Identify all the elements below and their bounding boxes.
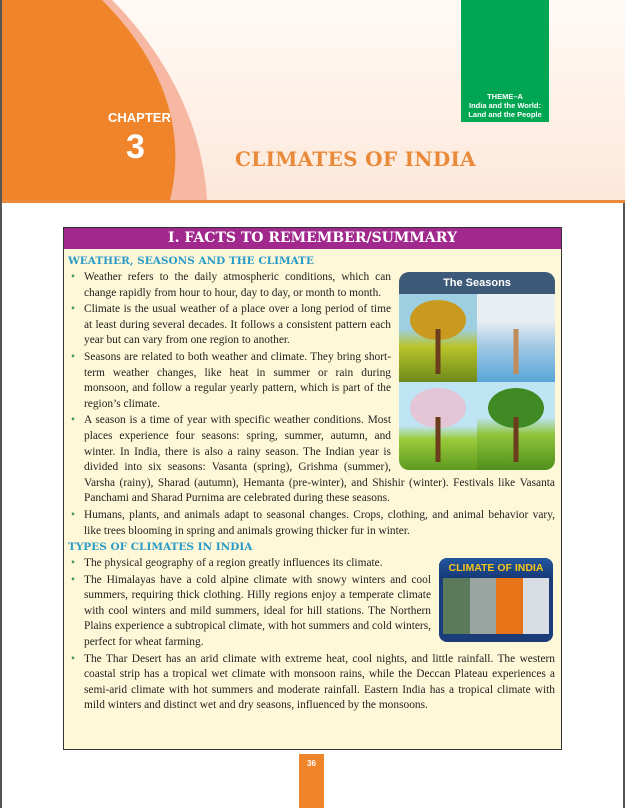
header-divider: [2, 200, 625, 203]
list-item: • A season is a time of year with specific weather conditions. Most places experience four seasons: spring, summer, autumn, and winter. In India, there is also a rainy season. The Indian year is divided into six seasons: Vasanta (spring), Grishma (summer), Varsha (rainy), Sharad (autumn), Hemanta (pre-winter), and Shishir (winter). Festivals like Vasanta Panchami and Sharad Purnima are celebrated during these seasons.: [68, 413, 555, 507]
list-item: • The Himalayas have a cold alpine climate with snowy winters and cool summers, requiring thick clothing. Hilly regions enjoy a temperate climate with cool winters and mild summers, ideal for hill stations. The Northern Plains experience a subtropical climate, with hot summers and cold winters, perfect for wheat farming.: [68, 573, 555, 651]
chapter-title: CLIMATES OF INDIA: [235, 147, 476, 171]
theme-line: THEME–A: [487, 92, 523, 101]
list-item: • Climate is the usual weather of a place over a long period of time at least during several decades. It follows a consistent pattern each year but can vary from one region to another.: [68, 302, 555, 349]
section-title: WEATHER, SEASONS AND THE CLIMATE: [68, 255, 315, 267]
list-item: • Weather refers to the daily atmospheric conditions, which can change rapidly from hour to hour, day to day, or month to month.: [68, 270, 555, 301]
list-item: • The Thar Desert has an arid climate with extreme heat, cool nights, and little rainfall. The western coastal strip has a tropical wet climate with monsoon rains, while the Deccan Plateau experiences a semi-arid climate with hot summers and moderate rainfall. Eastern India has a tropical climate with mild winters and distinct wet and dry seasons, influenced by the monsoons.: [68, 652, 555, 714]
list-item: • The physical geography of a region greatly influences its climate.: [68, 556, 555, 572]
chapter-label: CHAPTER: [108, 110, 171, 125]
summary-heading: I. FACTS TO REMEMBER/SUMMARY: [64, 228, 561, 249]
summary-box: [63, 227, 562, 750]
page-number: 36: [299, 754, 324, 808]
theme-badge: [461, 0, 549, 122]
list-item: • Humans, plants, and animals adapt to seasonal changes. Crops, clothing, and animal behavior vary, like trees blooming in spring and animals growing thicker fur in winter.: [68, 508, 555, 539]
section-title: TYPES OF CLIMATES IN INDIA: [68, 541, 253, 554]
chapter-number: 3: [126, 128, 145, 166]
theme-line: India and the World:: [469, 101, 541, 110]
climate-image-title: CLIMATE OF INDIA: [439, 558, 553, 578]
seasons-image-title: The Seasons: [399, 272, 555, 294]
list-item: • Seasons are related to both weather and climate. They bring short-term weather changes, like heat in summer or rain during monsoon, and follow a regular yearly pattern, which is part of the region’s climate.: [68, 350, 555, 412]
theme-line: Land and the People: [468, 110, 542, 119]
